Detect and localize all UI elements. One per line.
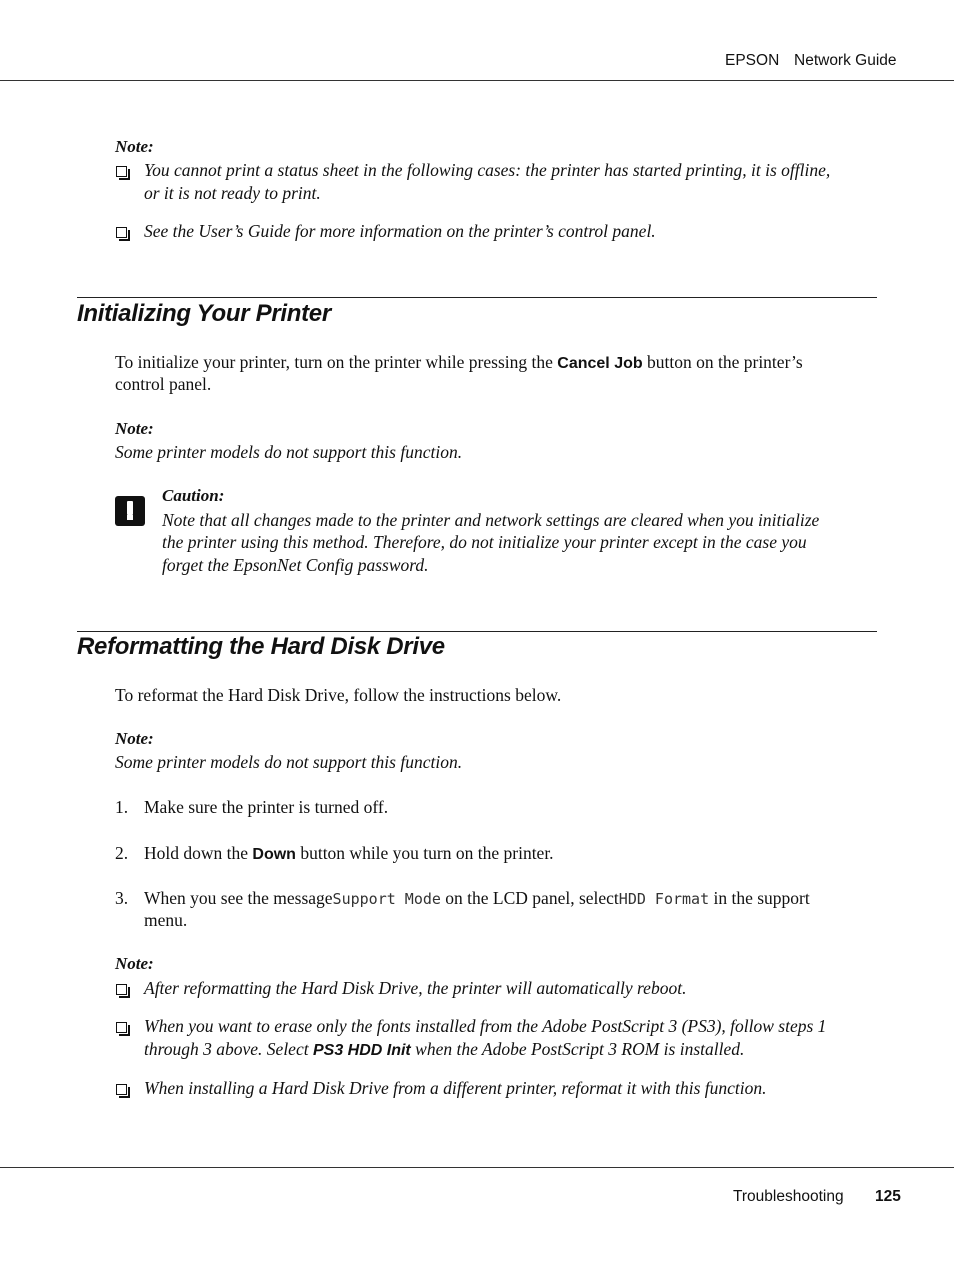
section-heading: Initializing Your Printer — [77, 300, 331, 327]
caution-icon — [115, 496, 145, 526]
note-item-continued: or it is not ready to print. — [144, 183, 321, 203]
note-item: When installing a Hard Disk Drive from a different printer, reformat it with this function. — [144, 1078, 767, 1098]
step-text-continued: menu. — [144, 910, 188, 930]
caution-text: Note that all changes made to the printer and network settings are cleared when you initialize — [162, 510, 820, 530]
note-label: Note: — [115, 137, 154, 156]
page-number: 125 — [875, 1188, 901, 1205]
header-brand: EPSON — [725, 52, 780, 69]
note-text: Some printer models do not support this function. — [115, 752, 463, 772]
footer-section: Troubleshooting — [733, 1188, 844, 1205]
step-text: Make sure the printer is turned off. — [144, 797, 389, 817]
checkbox-bullet-icon — [116, 1084, 127, 1095]
step-number: 3. — [115, 888, 129, 908]
paragraph-text: button on the printer’s — [647, 352, 803, 372]
caution-label: Caution: — [162, 486, 225, 505]
step-text — [144, 842, 554, 866]
paragraph — [115, 351, 803, 375]
checkbox-bullet-icon — [116, 227, 127, 238]
caution-text: the printer using this method. Therefore, do not initialize your printer except in the case you — [162, 532, 807, 552]
menu-item-ps3-hdd-init: PS3 HDD Init — [312, 1042, 411, 1059]
step-number: 2. — [115, 843, 129, 863]
paragraph-continued: control panel. — [115, 374, 212, 394]
checkbox-bullet-icon — [116, 166, 127, 177]
paragraph-text: To initialize your printer, turn on the printer while pressing the — [115, 352, 553, 372]
note-label: Note: — [115, 419, 154, 438]
note-label: Note: — [115, 954, 154, 973]
step-text-part: on the LCD panel, select — [445, 888, 619, 908]
header-title: Network Guide — [794, 52, 897, 69]
note-item: You cannot print a status sheet in the following cases: the printer has started printing, it is offline, — [144, 160, 831, 180]
section-divider — [77, 631, 877, 632]
section-heading: Reformatting the Hard Disk Drive — [77, 633, 445, 660]
button-name-cancel-job: Cancel Job — [557, 355, 643, 372]
step-text-part: Hold down the — [144, 843, 249, 863]
note-item: After reformatting the Hard Disk Drive, the printer will automatically reboot. — [144, 978, 687, 998]
section-divider — [77, 297, 877, 298]
note-text-part: through 3 above. Select — [144, 1039, 309, 1059]
note-text: Some printer models do not support this function. — [115, 442, 463, 462]
note-item: See the User’s Guide for more information on the printer’s control panel. — [144, 221, 656, 241]
checkbox-bullet-icon — [116, 984, 127, 995]
lcd-message-code: Support Mode — [332, 890, 441, 908]
note-item: When you want to erase only the fonts installed from the Adobe PostScript 3 (PS3), follow steps 1 — [144, 1016, 827, 1036]
note-text-part: when the Adobe PostScript 3 ROM is installed. — [415, 1039, 745, 1059]
note-item-continued — [144, 1038, 744, 1062]
caution-text: forget the EpsonNet Config password. — [162, 555, 429, 575]
step-text — [144, 887, 810, 911]
step-number: 1. — [115, 797, 129, 817]
step-text-part: button while you turn on the printer. — [300, 843, 554, 863]
step-text-part: in the support — [713, 888, 810, 908]
lcd-menu-code: HDD Format — [618, 890, 710, 908]
paragraph: To reformat the Hard Disk Drive, follow the instructions below. — [115, 685, 562, 705]
header-divider — [0, 80, 954, 81]
note-label: Note: — [115, 729, 154, 748]
step-text-part: When you see the message — [144, 888, 333, 908]
checkbox-bullet-icon — [116, 1022, 127, 1033]
footer-divider — [0, 1167, 954, 1168]
button-name-down: Down — [252, 846, 296, 863]
